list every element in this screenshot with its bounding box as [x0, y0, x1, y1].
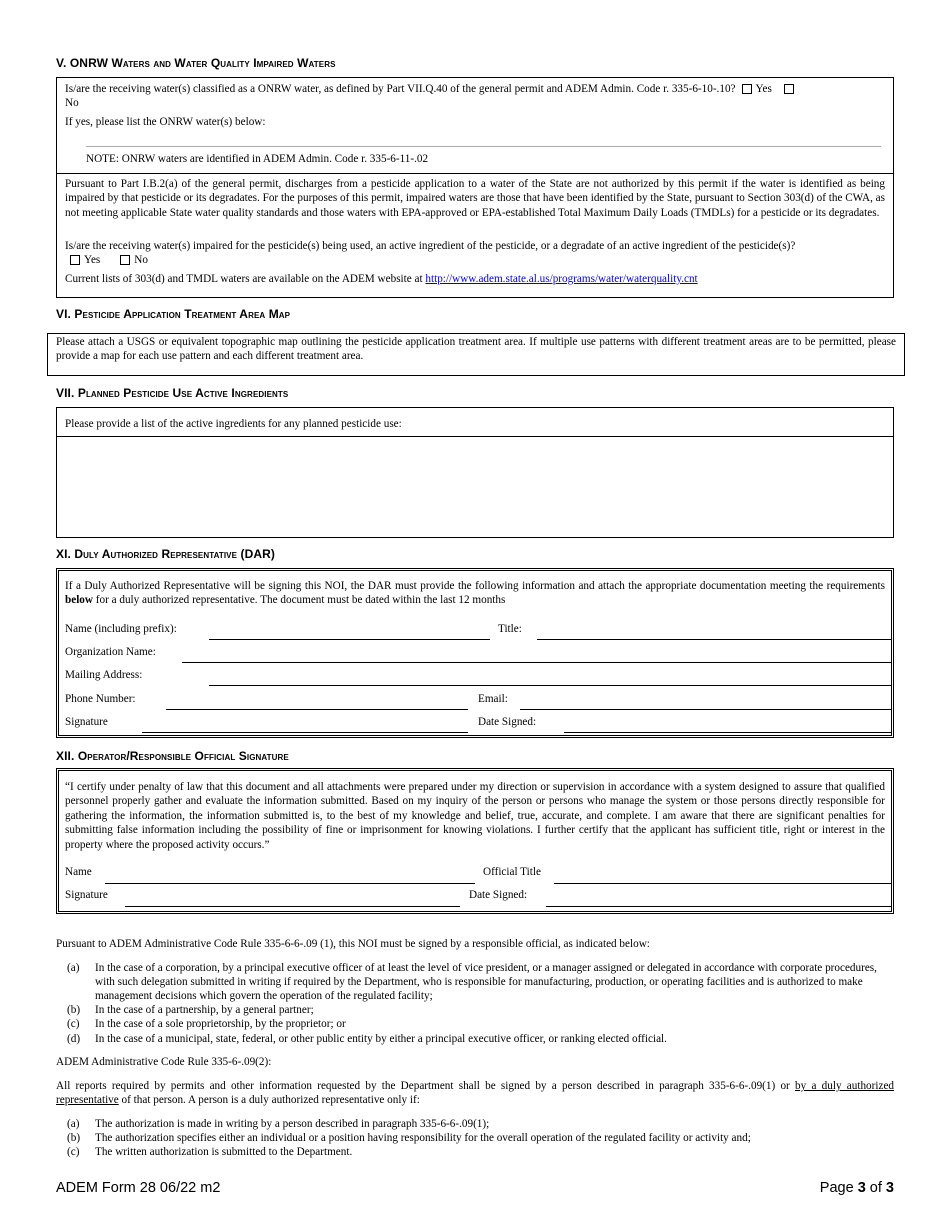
official-signature-field[interactable]: [125, 906, 460, 907]
section-xii-heading: XII. Operator/Responsible Official Signature: [56, 749, 289, 763]
dar-email-label: Email:: [478, 693, 508, 705]
official-name-label: Name: [65, 866, 92, 878]
onrw-list-field[interactable]: [86, 146, 881, 147]
divider: [57, 173, 893, 174]
dar-org-field[interactable]: [182, 662, 892, 663]
onrw-no-checkbox[interactable]: [784, 84, 794, 94]
section-vii-heading: VII. Planned Pesticide Use Active Ingredients: [56, 386, 289, 400]
official-date-field[interactable]: [546, 906, 892, 907]
dar-title-field[interactable]: [537, 639, 892, 640]
dar-signature-field[interactable]: [142, 732, 468, 733]
official-title-field[interactable]: [554, 883, 892, 884]
impaired-question: Is/are the receiving water(s) impaired for the pesticide(s) being used, an active ingredient of the pesticide, or a degradate of an active ingredient of the pesticide(s)? Yes No: [65, 240, 796, 267]
impaired-no-checkbox[interactable]: [120, 255, 130, 265]
official-date-label: Date Signed:: [469, 889, 528, 901]
pursuant-text: Pursuant to ADEM Administrative Code Rule 335-6-6-.09 (1), this NOI must be signed by a responsible official, as indicated below:: [56, 938, 650, 950]
certification-text: “I certify under penalty of law that this document and all attachments were prepared under my direction or supervision in accordance with a system designed to assure that qualified personnel properly gather and evaluate the information submitted. Based on my inquiry of the person or persons who manage the system or those persons directly responsible for gathering the information, the information submitted is, to the best of my knowledge and belief, true, accurate, and complete. I am aware that there are significant penalties for submitting false information including the possibility of fine or imprisonment for knowing violations. I further certify that the applicant has sufficient title, right or interest in the property where the proposed activity occurs.”: [65, 781, 885, 851]
impaired-yes-checkbox[interactable]: [70, 255, 80, 265]
section-vi-heading: VI. Pesticide Application Treatment Area Map: [56, 307, 291, 321]
dar-date-field[interactable]: [564, 732, 892, 733]
official-name-field[interactable]: [105, 883, 475, 884]
map-instructions: Please attach a USGS or equivalent topographic map outlining the pesticide application treatment area. If multiple use patterns with different treatment areas are to be permitted, please provide a map for each use pattern and each different treatment area.: [56, 336, 896, 363]
ingredients-prompt: Please provide a list of the active ingredients for any planned pesticide use:: [65, 418, 402, 430]
section-v-heading: V. ONRW Waters and Water Quality Impaired Waters: [56, 56, 336, 70]
dar-name-label: Name (including prefix):: [65, 623, 177, 635]
onrw-list-label: If yes, please list the ONRW water(s) below:: [65, 116, 266, 128]
official-signature-label: Signature: [65, 889, 108, 901]
dar-phone-label: Phone Number:: [65, 693, 136, 705]
section-xi-heading: XI. Duly Authorized Representative (DAR): [56, 547, 275, 561]
page-number: Page 3 of 3: [819, 1180, 894, 1196]
dar-org-label: Organization Name:: [65, 646, 156, 658]
tmdl-lists: Current lists of 303(d) and TMDL waters are available on the ADEM website at http://www.adem.state.al.us/programs/water/waterquality.cnt: [65, 273, 698, 285]
all-reports-text: All reports required by permits and other information requested by the Department shall be signed by a person described in paragraph 335-6-6-.09(1) or by a duly authorized representative of that person. A person is a duly authorized representative only if:: [56, 1080, 895, 1107]
dar-title-label: Title:: [498, 623, 522, 635]
dar-name-field[interactable]: [209, 639, 490, 640]
adem-website-link[interactable]: http://www.adem.state.al.us/programs/water/waterquality.cnt: [425, 273, 698, 285]
ingredients-field[interactable]: [57, 437, 893, 537]
form-number: ADEM Form 28 06/22 m2: [56, 1180, 221, 1196]
dar-mail-label: Mailing Address:: [65, 669, 143, 681]
onrw-yes-checkbox[interactable]: [742, 84, 752, 94]
dar-signature-label: Signature: [65, 716, 108, 728]
rule-335-6-09-2: ADEM Administrative Code Rule 335-6-.09(2):: [56, 1056, 272, 1068]
onrw-note: NOTE: ONRW waters are identified in ADEM Admin. Code r. 335-6-11-.02: [86, 153, 429, 165]
onrw-question: Is/are the receiving water(s) classified as a ONRW water, as defined by Part VII.Q.40 of the general permit and ADEM Admin. Code r. 335-6-10-.10? Yes No: [65, 82, 885, 111]
impaired-paragraph: Pursuant to Part I.B.2(a) of the general permit, discharges from a pesticide application to a water of the State are not authorized by this permit if the water is identified as being impaired by that pesticide or its degradates. For the purposes of this permit, impaired waters are those that have been identified by the State, pursuant to Section 303(d) of the CWA, as not meeting applicable State water quality standards and those waters with EPA-approved or EPA-established Total Maximum Daily Loads (TMDLs) for a pesticide or its degradates.: [65, 178, 885, 219]
dar-phone-field[interactable]: [166, 709, 468, 710]
dar-intro: If a Duly Authorized Representative will be signing this NOI, the DAR must provide the following information and attach the appropriate documentation meeting the requirements below for a duly authorized representative. The document must be dated within the last 12 months: [65, 580, 885, 607]
dar-email-field[interactable]: [520, 709, 892, 710]
dar-date-label: Date Signed:: [478, 716, 537, 728]
dar-mail-field[interactable]: [209, 685, 892, 686]
official-title-label: Official Title: [483, 866, 541, 878]
